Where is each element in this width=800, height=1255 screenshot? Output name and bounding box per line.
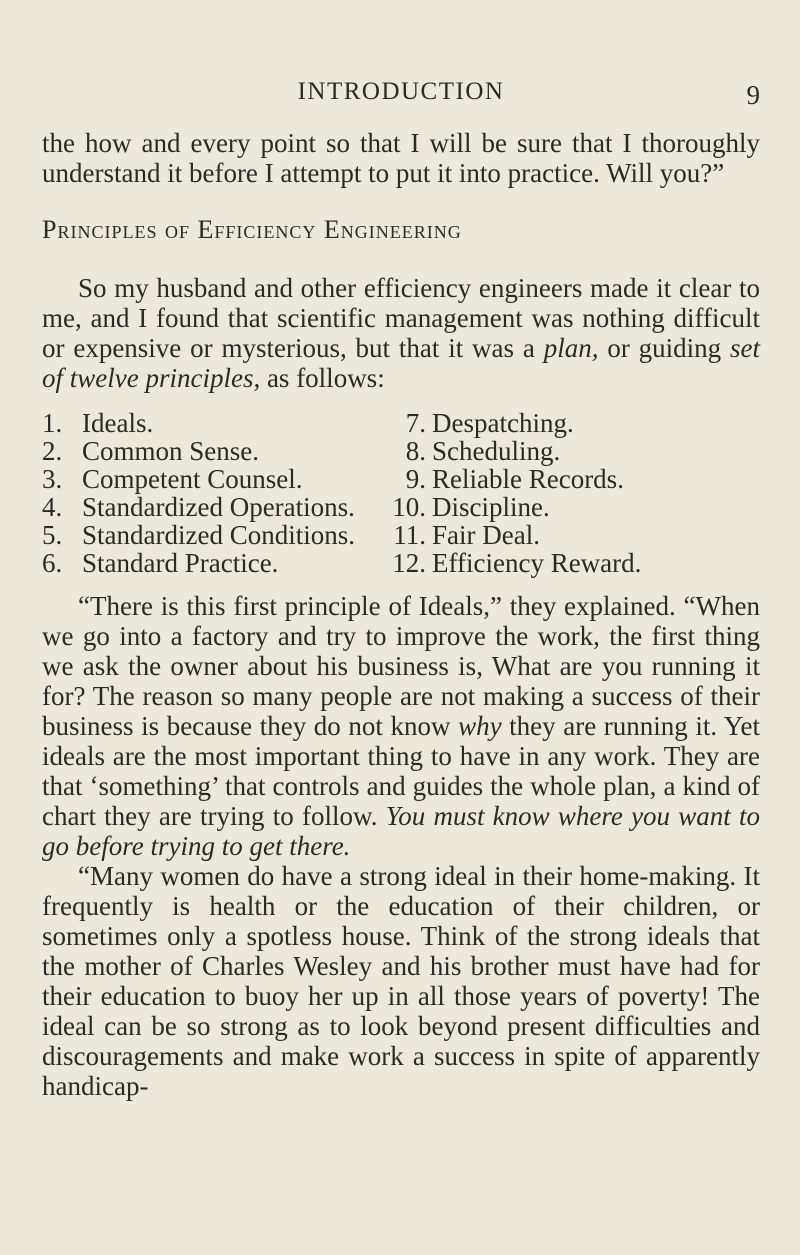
principle-number: 10. (392, 492, 426, 522)
principle-label: Despatching. (432, 408, 574, 438)
intro-text-3: as follows: (260, 363, 385, 393)
women-paragraph: “Many women do have a strong ideal in their home-making. It frequently is health or the education of their children, or sometimes only a spotless house. Think of the strong ideals that the mother of Charles Wesley and his brother must have had for their education to buoy her up in all those years of poverty! The ideal can be so strong as to look beyond present difficulties and discouragements and make work a success in spite of apparently handicap- (42, 861, 760, 1101)
principle-label: Scheduling. (432, 436, 561, 466)
principle-number: 3. (42, 464, 63, 494)
principle-label: Standard Practice. (82, 548, 279, 578)
principle-label: Fair Deal. (432, 520, 540, 550)
principle-label: Reliable Records. (432, 464, 624, 494)
section-heading: Principles of Efficiency Engineering (42, 215, 462, 244)
running-head (42, 78, 760, 114)
principle-item (42, 549, 382, 577)
intro-plan-word: plan, (543, 333, 599, 363)
principle-number: 9. (405, 464, 426, 494)
principle-item (382, 521, 760, 549)
principle-number: 1. (42, 408, 63, 438)
intro-text-1: So my husband and other efficiency engineers made it clear to me, and I found that scientific management was nothing difficult or expensive or mysterious, but that it was a (42, 273, 760, 363)
principles-list (42, 409, 760, 577)
body-text (42, 128, 760, 1101)
principle-item (42, 465, 382, 493)
opening-paragraph: the how and every point so that I will be sure that I thoroughly understand it before I attempt to put it into practice. Will you?” (42, 128, 760, 188)
principle-item (382, 549, 760, 577)
principle-item (42, 493, 382, 521)
principle-item (382, 409, 760, 437)
principle-label: Common Sense. (82, 436, 260, 466)
intro-text-2: or guiding (598, 333, 730, 363)
principle-label: Standardized Operations. (82, 492, 355, 522)
principle-number: 8. (405, 436, 426, 466)
principle-item (42, 521, 382, 549)
principle-number: 7. (405, 408, 426, 438)
intro-paragraph (42, 273, 760, 393)
principle-label: Standardized Conditions. (82, 520, 355, 550)
principle-item (42, 437, 382, 465)
principle-label: Efficiency Reward. (432, 548, 642, 578)
principle-item (42, 409, 382, 437)
ideals-text-1: “There is this first principle of Ideals,” they explained. “When we go into a factory and try to improve the work, the first thing we ask the owner about his business is, What are you running it for? The reason so many people are not making a success of their business is because they do not know (42, 591, 760, 741)
principle-number: 11. (393, 520, 426, 550)
principle-number: 5. (42, 520, 63, 550)
ideals-text-2: they are running it. Yet ideals are the most important thing to have in any work. They are that ‘something’ that controls and guides the whole plan, a kind of chart they are trying to follow. (42, 711, 760, 831)
ideals-italic-sentence: You must know where you want to go before trying to get there. (42, 801, 760, 861)
principle-item (382, 493, 760, 521)
principle-number: 2. (42, 436, 63, 466)
principle-number: 12. (392, 548, 426, 578)
principle-number: 4. (42, 492, 63, 522)
principle-label: Competent Counsel. (82, 464, 303, 494)
principle-item (382, 465, 760, 493)
principles-column-left (42, 409, 382, 577)
principle-label: Discipline. (432, 492, 550, 522)
principle-label: Ideals. (82, 408, 154, 438)
running-title: INTRODUCTION (297, 78, 505, 105)
page-number: 9 (746, 80, 760, 110)
intro-italic-phrase: set of twelve principles, (42, 333, 760, 393)
ideals-paragraph (42, 591, 760, 861)
principles-column-right (382, 409, 760, 577)
principle-number: 6. (42, 548, 63, 578)
principle-item (382, 437, 760, 465)
ideals-why-word: why (458, 711, 502, 741)
